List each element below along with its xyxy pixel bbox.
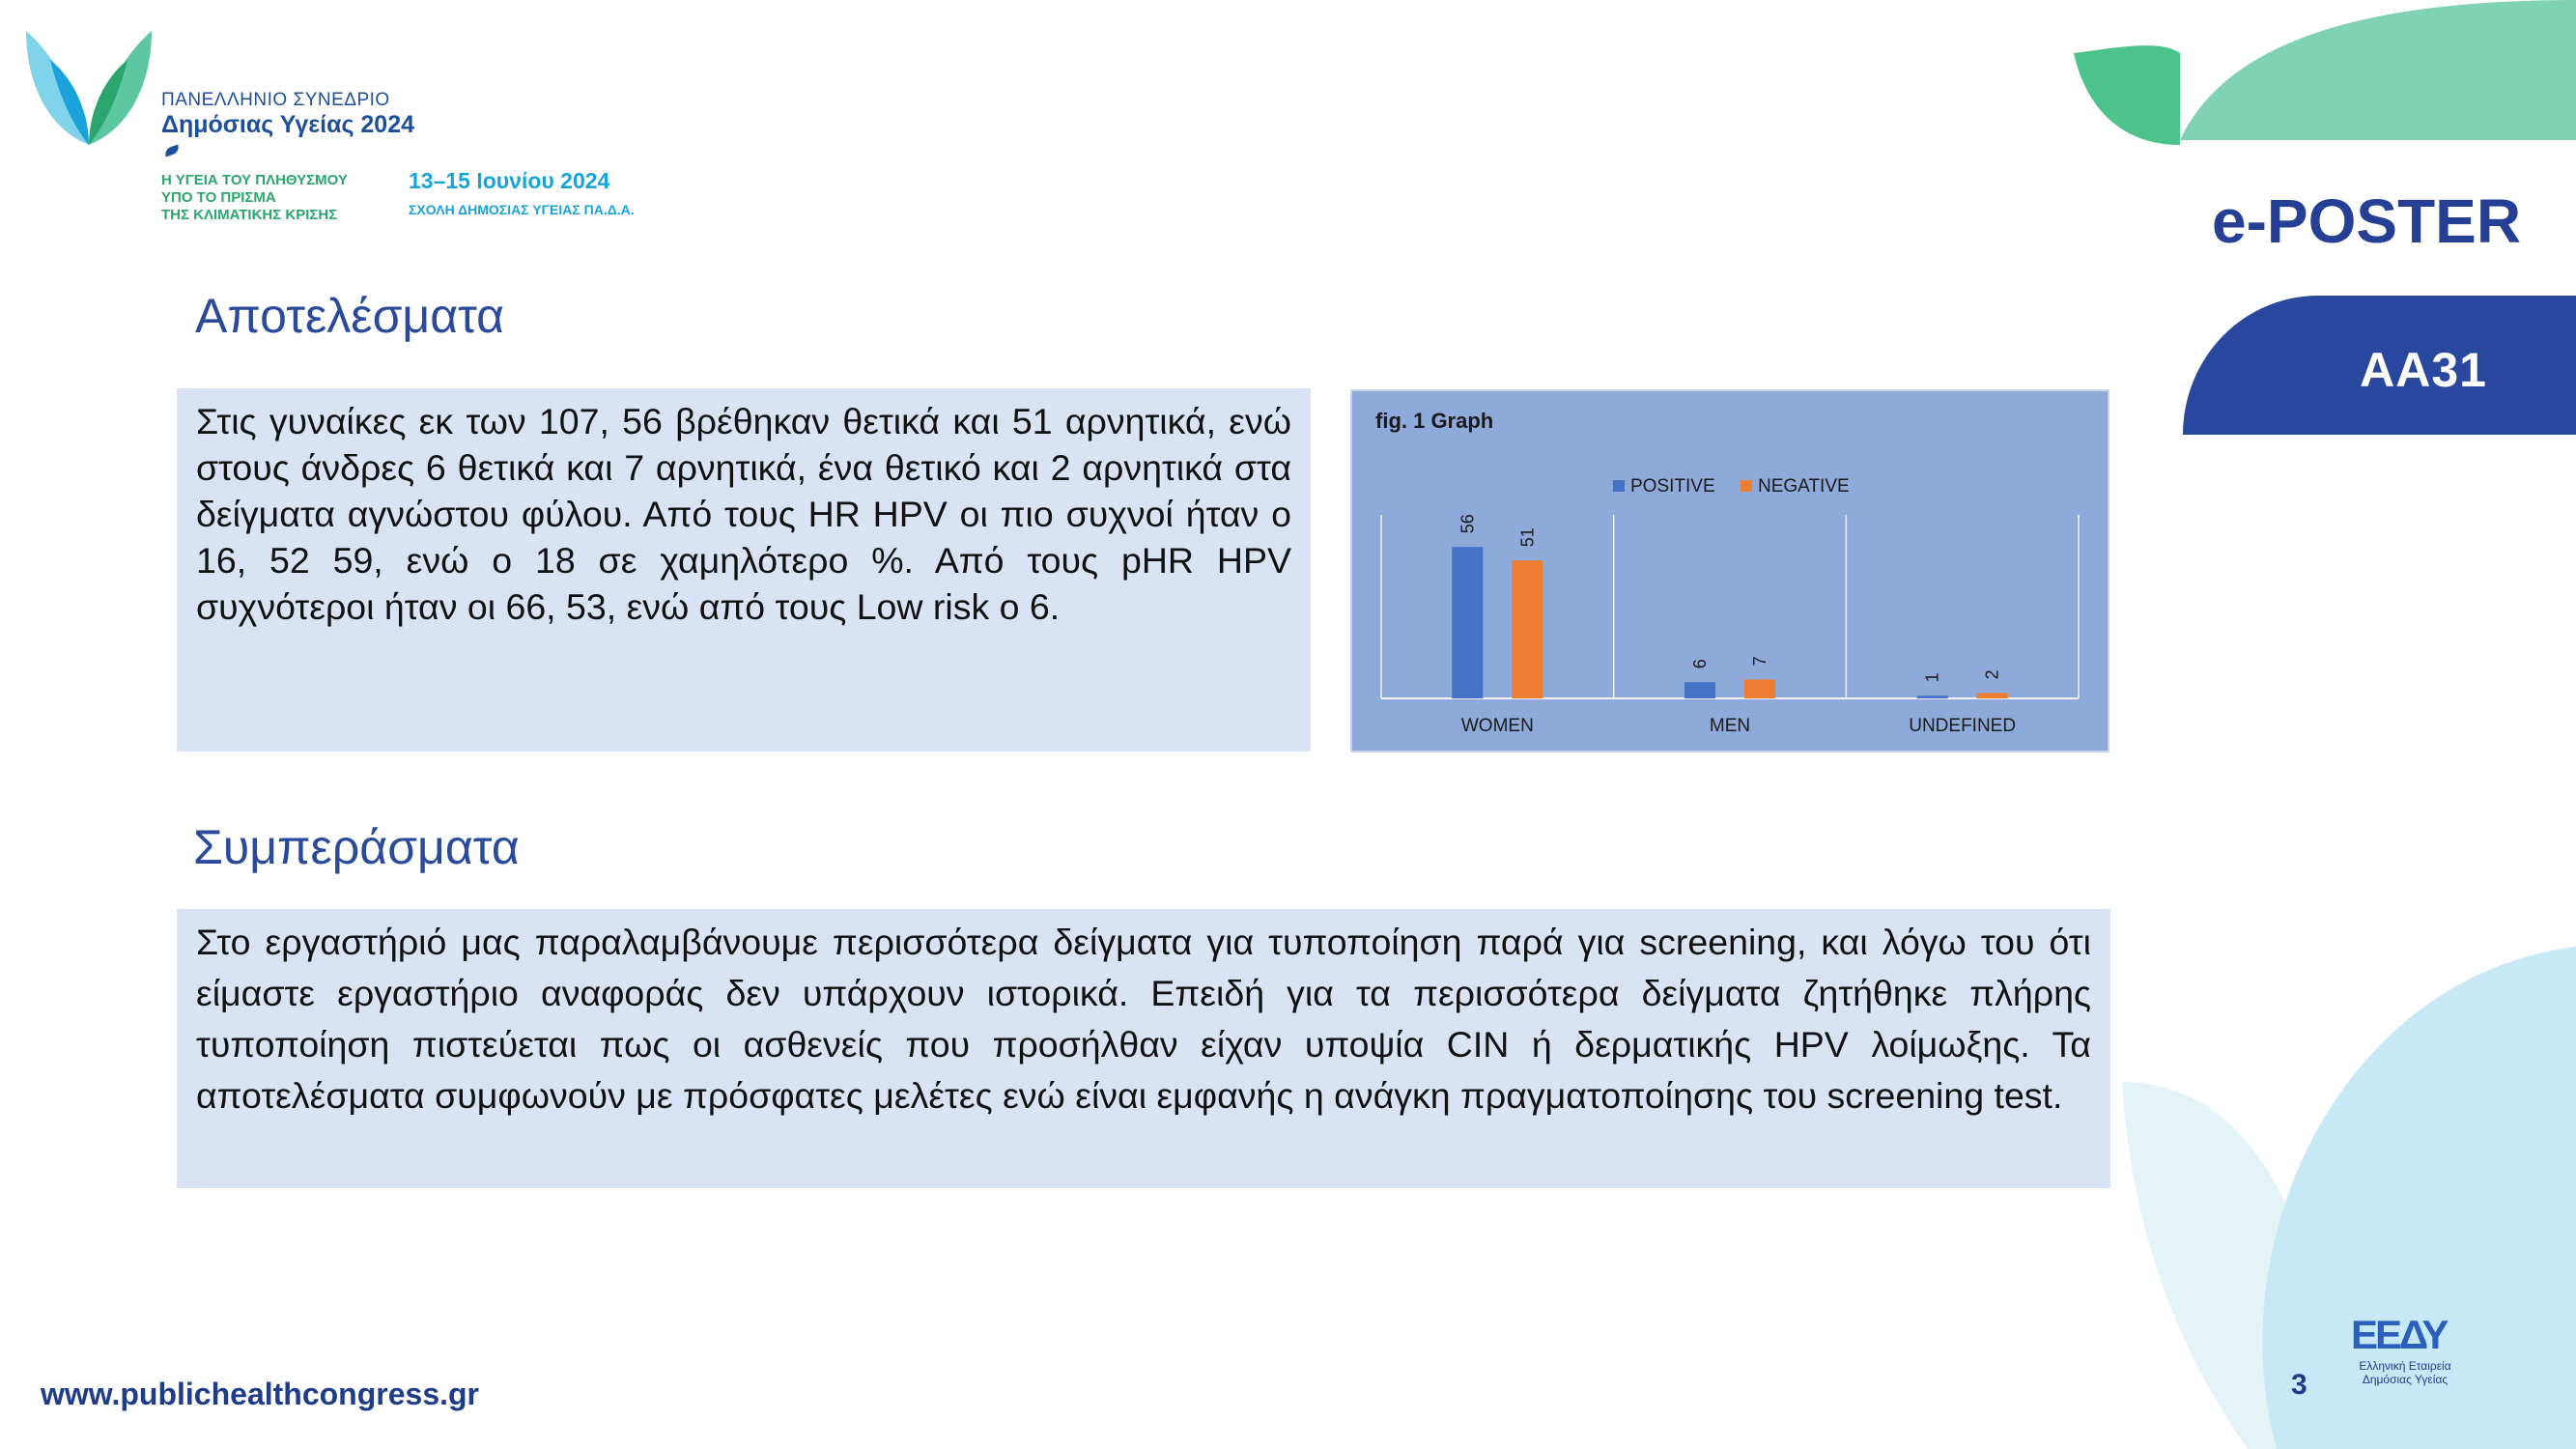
bar-negative-undefined (1977, 693, 2008, 698)
bar-negative-men (1744, 679, 1775, 698)
data-label: 2 (1982, 669, 2002, 680)
chart-title: fig. 1 Graph (1375, 409, 1494, 433)
tagline-line: ΥΠΟ ΤΟ ΠΡΙΣΜΑ (161, 189, 276, 206)
legend-swatch (1613, 480, 1625, 492)
results-text: Στις γυναίκες εκ των 107, 56 βρέθηκαν θετικά και 51 αρνητικά, ενώ στους άνδρες 6 θετικά και 7 αρνητικά, ένα θετικό και 2 αρνητικά στα δείγματα αγνώστου φύλου. Από τους HR HPV οι πιο συχνοί ήταν ο 16, 52 59, ενώ ο 18 σε χαμηλότερο %. Από τους pHR HPV συχνότεροι ήταν οι 66, 53, ενώ από τους Low risk ο 6. (177, 388, 1311, 752)
org-name-line: Δημόσιας Υγείας (2362, 1373, 2449, 1386)
footer-url: www.publichealthcongress.gr (41, 1377, 479, 1411)
org-name-line: Ελληνική Εταιρεία (2359, 1359, 2451, 1373)
conclusions-title: Συμπεράσματα (193, 820, 520, 874)
org-logo-icon: ΕΕΔΥ (2351, 1312, 2447, 1357)
leaf-decoration-top (2074, 0, 2576, 145)
org-name (2347, 1359, 2463, 1386)
results-chart (1350, 389, 2109, 753)
bar-positive-men (1684, 682, 1715, 698)
conclusions-text: Στο εργαστήριό μας παραλαμβάνουμε περισσότερα δείγματα για τυποποίηση παρά για screening, και λόγω του ότι είμαστε εργαστήριο αναφοράς δεν υπάρχουν ιστορικά. Επειδή για τα περισσότερα δείγματα ζητήθηκε πλήρης τυποποίηση πιστεύεται πως οι ασθενείς που προσήλθαν είχαν υποψία CIN ή δερματικής HPV λοίμωξης. Τα αποτελέσματα συμφωνούν με πρόσφατες μελέτες ενώ είναι εμφανής η ανάγκη πραγματοποίησης του screening test. (177, 909, 2110, 1188)
legend-swatch (1741, 480, 1752, 492)
congress-line1: ΠΑΝΕΛΛΗΝΙΟ ΣΥΝΕΔΡΙΟ (161, 90, 390, 110)
data-label: 51 (1517, 527, 1538, 548)
chart-bars (1452, 514, 2016, 736)
data-label: 6 (1690, 659, 1710, 669)
tagline-line: ΤΗΣ ΚΛΙΜΑΤΙΚΗΣ ΚΡΙΣΗΣ (161, 207, 338, 223)
congress-venue: ΣΧΟΛΗ ΔΗΜΟΣΙΑΣ ΥΓΕΙΑΣ ΠΑ.Δ.Α. (409, 202, 635, 217)
bar-negative-women (1512, 560, 1543, 698)
legend-label: NEGATIVE (1758, 476, 1850, 497)
chart-plot-frame (1381, 515, 2079, 698)
poster-code: AA31 (2360, 343, 2487, 397)
data-label: 56 (1458, 514, 1478, 534)
page-number: 3 (2291, 1369, 2307, 1401)
category-tick-label: UNDEFINED (1909, 716, 2017, 736)
data-label: 7 (1750, 656, 1769, 667)
legend-label: POSITIVE (1630, 476, 1715, 497)
congress-dates: 13–15 Ιουνίου 2024 (409, 168, 610, 193)
data-label: 1 (1922, 672, 1942, 683)
poster-type-label: e-POSTER (2212, 186, 2522, 256)
congress-tagline (161, 172, 348, 224)
congress-logo-icon (21, 21, 156, 147)
tagline-line: Η ΥΓΕΙΑ ΤΟΥ ΠΛΗΘΥΣΜΟΥ (161, 172, 348, 188)
results-title: Αποτελέσματα (195, 289, 505, 343)
category-tick-label: MEN (1709, 716, 1751, 736)
bar-chart (1352, 391, 2108, 751)
congress-line2: Δημόσιας Υγείας 2024 (161, 111, 415, 138)
bar-positive-undefined (1917, 696, 1948, 698)
category-tick-label: WOMEN (1460, 716, 1534, 736)
logo-leaf-accent (163, 145, 181, 157)
chart-legend (1613, 476, 1850, 497)
bar-positive-women (1452, 547, 1483, 698)
